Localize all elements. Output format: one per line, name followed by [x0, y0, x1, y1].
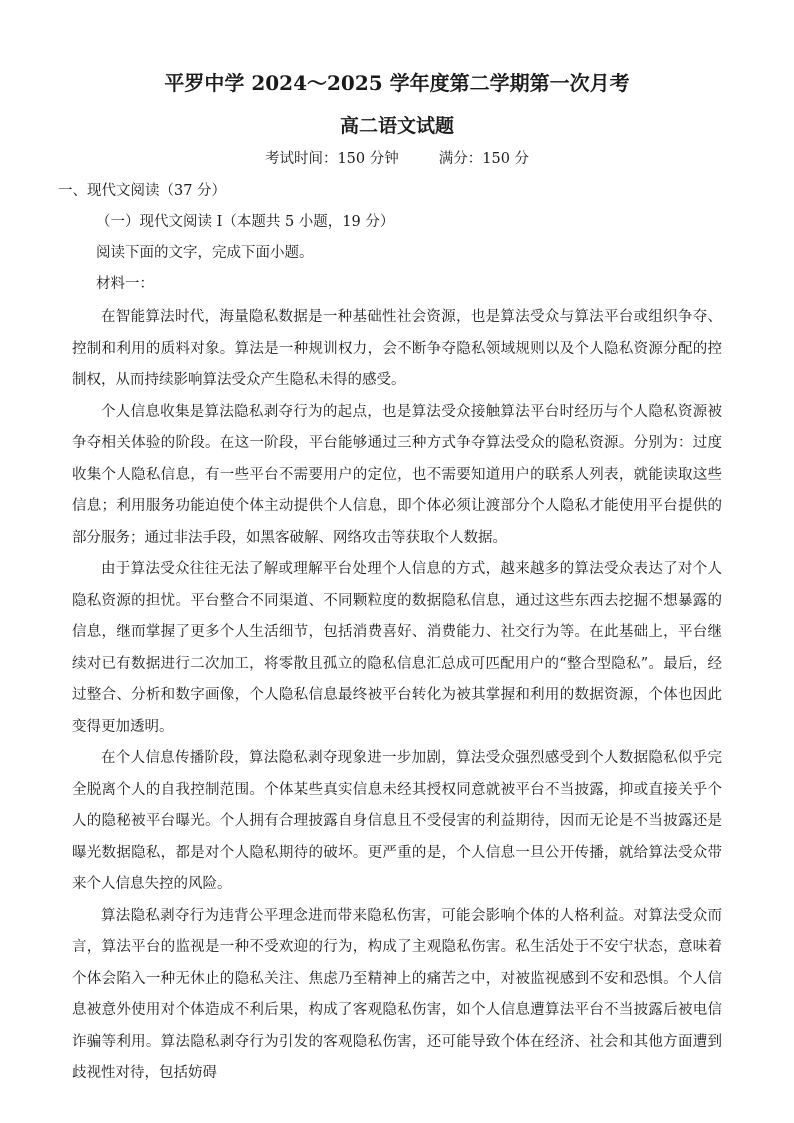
material-label: 材料一： [96, 276, 154, 292]
exam-title: 平罗中学 2024～2025 学年度第二学期第一次月考 [164, 71, 630, 95]
full-score: 满分：150 分 [438, 151, 530, 167]
section-heading: 一、现代文阅读（37 分） [58, 183, 227, 199]
paragraph: 由于算法受众往往无法了解或理解平台处理个人信息的方式，越来越多的算法受众表达了对个人隐私资源的担忧。平台整合不同渠道、不同颗粒度的数据隐私信息，通过这些东西去挖掘不想暴露的信息，继而掌握了更多个人生活细节，包括消费喜好、消费能力、社交行为等。在此基础上，平台继续对已有数据进行二次加工，将零散且孤立的隐私信息汇总成可匹配用户的“整合型隐私”。最后，经过整合、分析和数字画像，个人隐私信息最终被平台转化为被其掌握和利用的数据资源，个体也因此变得更加透明。 [72, 561, 722, 735]
passage [72, 302, 722, 1090]
exam-info [0, 148, 794, 170]
exam-time: 考试时间：150 分钟 [264, 151, 399, 167]
paragraph: 个人信息收集是算法隐私剥夺行为的起点，也是算法受众接触算法平台时经历与个人隐私资源被争夺相关体验的阶段。在这一阶段，平台能够通过三种方式争夺算法受众的隐私资源。分别为：过度收集个人隐私信息，有一些平台不需要用户的定位，也不需要知道用户的联系人列表，就能读取这些信息；利用服务功能迫使个体主动提供个人信息，即个体必须让渡部分个人隐私才能使用平台提供的部分服务；通过非法手段，如黑客破解、网络攻击等获取个人数据。 [72, 403, 722, 546]
paragraph: 在个人信息传播阶段，算法隐私剥夺现象进一步加剧，算法受众强烈感受到个人数据隐私似乎完全脱离个人的自我控制范围。个体某些真实信息未经其授权同意就被平台不当披露，抑或直接关乎个人的隐秘被平台曝光。个人拥有合理披露自身信息且不受侵害的利益期待，因而无论是不当披露还是曝光数据隐私，都是对个人隐私期待的破坏。更严重的是，个人信息一旦公开传播，就给算法受众带来个人信息失控的风险。 [72, 750, 722, 892]
exam-subtitle: 高二语文试题 [339, 115, 454, 137]
reading-instruction: 阅读下面的文字，完成下面小题。 [96, 245, 314, 261]
paragraph: 在智能算法时代，海量隐私数据是一种基础性社会资源，也是算法受众与算法平台或组织争夺、控制和利用的质料对象。算法是一种规训权力，会不断争夺隐私领域规则以及个人隐私资源分配的控制权，从而持续影响算法受众产生隐私未得的感受。 [72, 309, 722, 388]
section-subheading: （一）现代文阅读 I（本题共 5 小题，19 分） [96, 214, 395, 230]
paragraph: 算法隐私剥夺行为违背公平理念进而带来隐私伤害，可能会影响个体的人格利益。对算法受众而言，算法平台的监视是一种不受欢迎的行为，构成了主观隐私伤害。私生活处于不安宁状态，意味着个体会陷入一种无休止的隐私关注、焦虑乃至精神上的痛苦之中，对被监视感到不安和恐惧。个人信息被意外使用对个体造成不利后果，构成了客观隐私伤害，如个人信息遭算法平台不当披露后被电信诈骗等利用。算法隐私剥夺行为引发的客观隐私伤害，还可能导致个体在经济、社会和其他方面遭到歧视性对待，包括妨碍 [72, 907, 722, 1081]
